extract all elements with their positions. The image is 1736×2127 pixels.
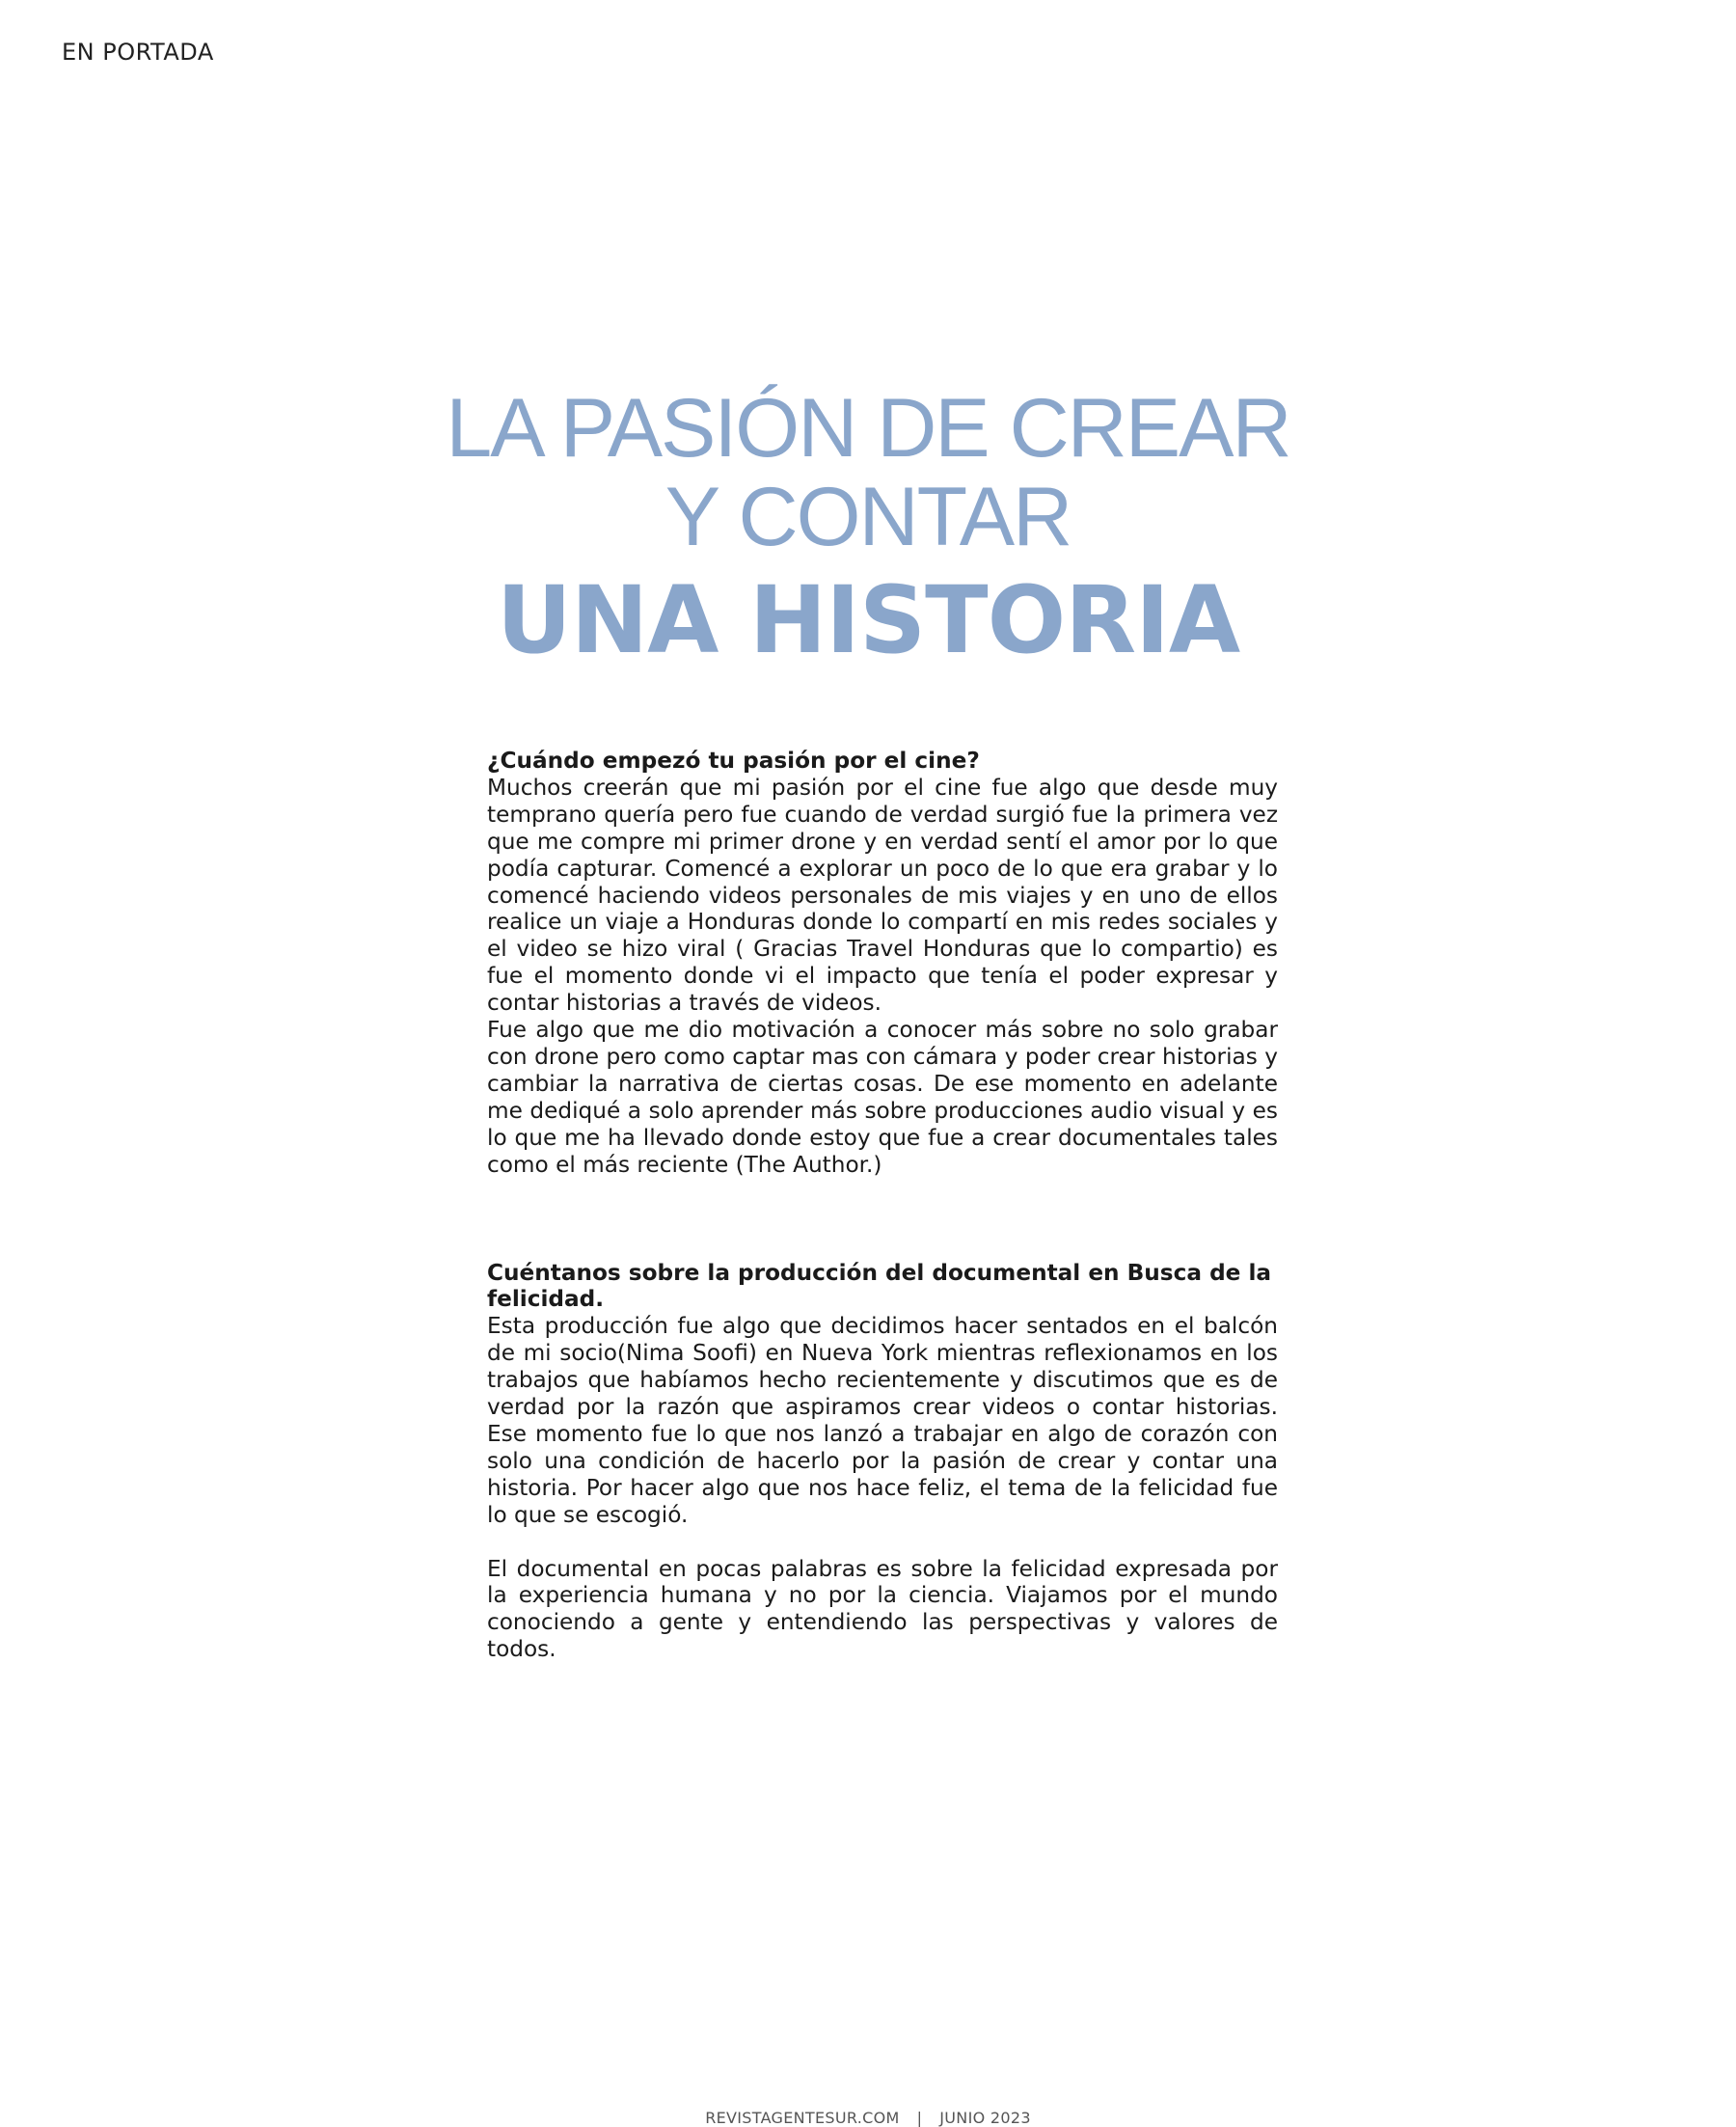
footer-separator: | xyxy=(916,2109,923,2127)
answer-1-paragraph-2: Fue algo que me dio motivación a conocer más sobre no solo grabar con drone pero como captar mas con cámara y poder crear historias y cambiar la narrativa de ciertas cosas. De ese momento en adelante me dediqué a solo aprender más sobre producciones audio visual y es lo que me ha llevado donde estoy que fue a crear documentales tales como el más reciente (The Author.) xyxy=(487,1017,1278,1178)
headline-line-3: UNA HISTORIA xyxy=(496,566,1240,674)
headline xyxy=(0,384,1736,673)
spacer xyxy=(487,1529,1278,1556)
question-2: Cuéntanos sobre la producción del documental en Busca de la felicidad. xyxy=(487,1259,1272,1313)
spacer xyxy=(487,1179,1278,1260)
question-1: ¿Cuándo empezó tu pasión por el cine? xyxy=(487,748,980,774)
answer-2-paragraph-2: El documental en pocas palabras es sobre la felicidad expresada por la experiencia humana y no por la ciencia. Viajamos por el mundo conociendo a gente y entendiendo las perspectivas y valores de todos. xyxy=(487,1555,1278,1663)
article-body xyxy=(487,748,1278,1663)
headline-line-1: LA PASIÓN DE CREAR xyxy=(446,382,1290,475)
answer-2-paragraph-1: Esta producción fue algo que decidimos hacer sentados en el balcón de mi socio(Nima Soofi) en Nueva York mientras reflexionamos en los trabajos que habíamos hecho recientemente y discutimos que es de verdad por la razón que aspiramos crear videos o contar historias. Ese momento fue lo que nos lanzó a trabajar en algo de corazón con solo una condición de hacerlo por la pasión de crear y contar una historia. Por hacer algo que nos hace feliz, el tema de la felicidad fue lo que se escogió. xyxy=(487,1313,1278,1528)
headline-line-2: Y CONTAR xyxy=(665,471,1071,563)
section-label: EN PORTADA xyxy=(62,39,214,66)
footer-issue: JUNIO 2023 xyxy=(939,2109,1031,2127)
page-footer xyxy=(0,2109,1736,2127)
footer-site: REVISTAGENTESUR.COM xyxy=(705,2109,900,2127)
answer-1-paragraph-1: Muchos creerán que mi pasión por el cine fue algo que desde muy temprano quería pero fue cuando de verdad surgió fue la primera vez que me compre mi primer drone y en verdad sentí el amor por lo que podía capturar. Comencé a explorar un poco de lo que era grabar y lo comencé haciendo videos personales de mis viajes y en uno de ellos realice un viaje a Honduras donde lo compartí en mis redes sociales y el video se hizo viral ( Gracias Travel Honduras que lo compartio) es fue el momento donde vi el impacto que tenía el poder expresar y contar historias a través de videos. xyxy=(487,774,1278,1017)
